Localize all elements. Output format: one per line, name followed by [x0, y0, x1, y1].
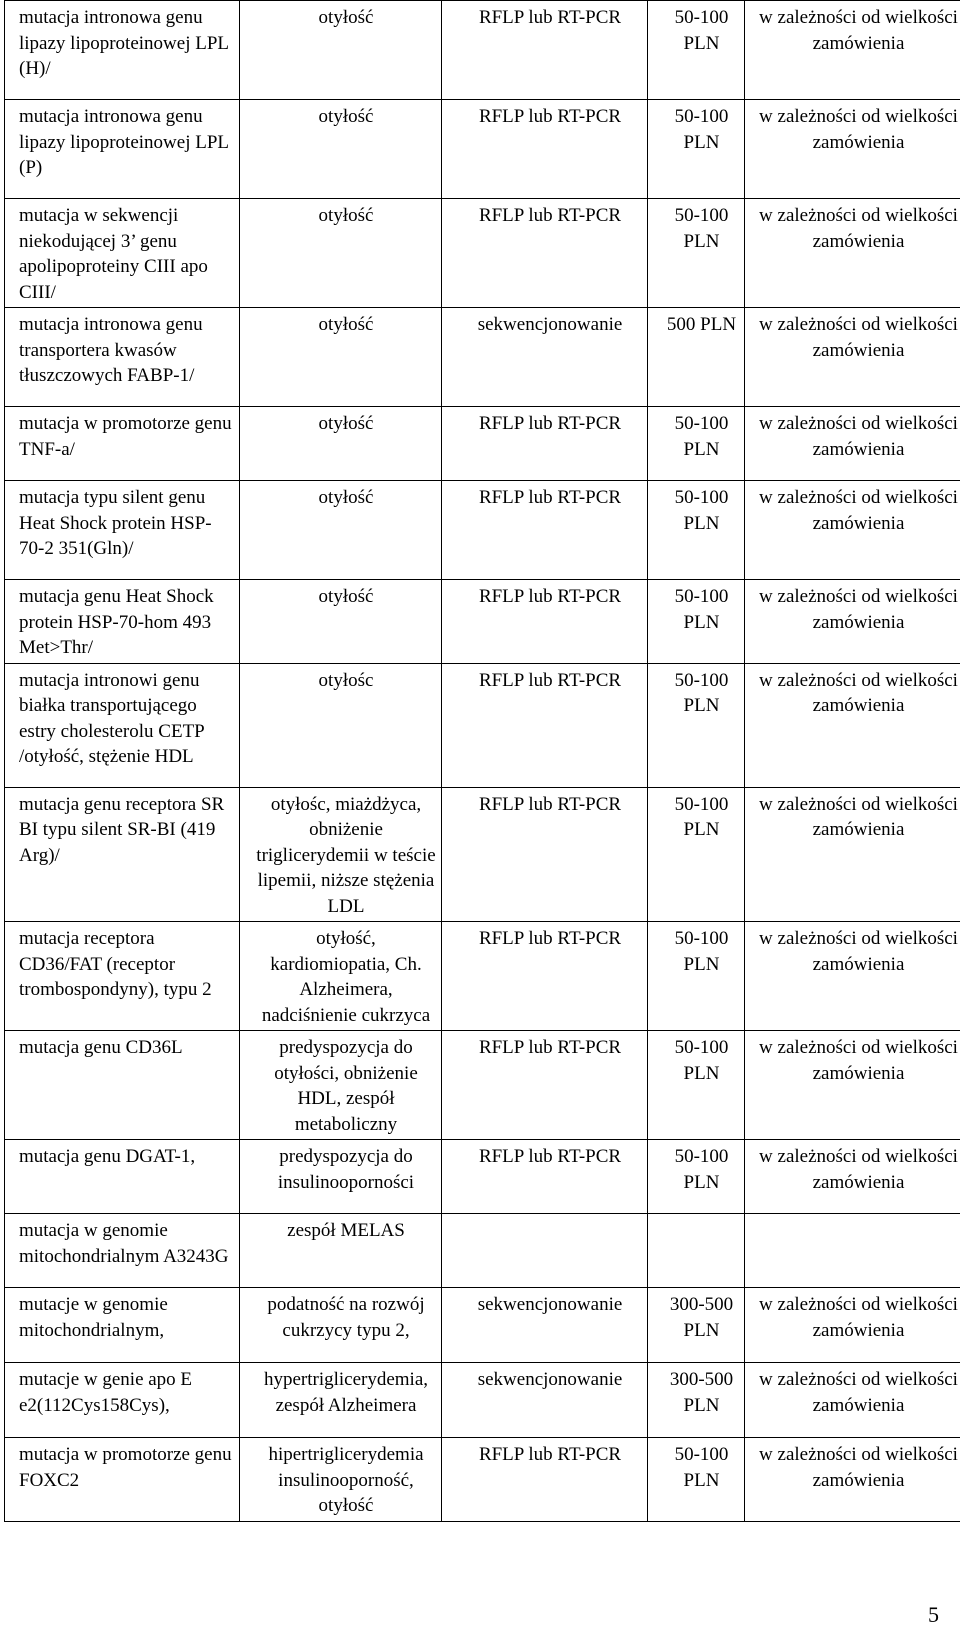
- condition-cell: [240, 407, 442, 481]
- time-text: w zależności od wielkości zamówienia: [759, 586, 958, 633]
- price-cell: [648, 663, 745, 787]
- method-text: RFLP lub RT-PCR: [478, 1037, 622, 1058]
- price-cell: [648, 481, 745, 580]
- time-cell: [745, 1214, 960, 1288]
- mutation-text: mutacja genu receptora SR BI typu silent SR-BI (419 Arg)/: [19, 793, 225, 866]
- time-cell: [745, 407, 960, 481]
- time-text: w zależności od wielkości zamówienia: [759, 1294, 958, 1341]
- price-text: 300-500 PLN: [669, 1294, 734, 1341]
- method-text: RFLP lub RT-PCR: [478, 586, 622, 607]
- table-row: [5, 1288, 960, 1363]
- condition-cell: [240, 922, 442, 1031]
- mutation-cell: [5, 407, 240, 481]
- time-cell: [745, 100, 960, 199]
- condition-cell: [240, 100, 442, 199]
- method-text: RFLP lub RT-PCR: [478, 205, 622, 226]
- price-text: 300-500 PLN: [669, 1369, 734, 1416]
- price-text: 50-100 PLN: [674, 413, 729, 460]
- time-cell: [745, 1288, 960, 1363]
- mutation-cell: [5, 481, 240, 580]
- mutation-text: mutacje w genie apo E e2(112Cys158Cys),: [19, 1369, 193, 1416]
- method-text: RFLP lub RT-PCR: [478, 669, 622, 691]
- method-cell: [442, 308, 648, 407]
- condition-text: zespół MELAS: [287, 1220, 405, 1241]
- method-text: RFLP lub RT-PCR: [478, 413, 622, 434]
- time-cell: [745, 1140, 960, 1214]
- condition-text: predyspozycja do otyłości, obniżenie HDL, zespół metaboliczny: [274, 1037, 418, 1135]
- price-cell: [648, 580, 745, 664]
- method-text: RFLP lub RT-PCR: [478, 1444, 622, 1465]
- price-cell: [648, 1214, 745, 1288]
- mutation-cell: [5, 663, 240, 787]
- mutation-cell: [5, 787, 240, 922]
- price-text: 50-100 PLN: [674, 1146, 729, 1193]
- condition-cell: [240, 308, 442, 407]
- mutation-cell: [5, 580, 240, 664]
- price-text: 50-100 PLN: [674, 106, 729, 153]
- condition-text: podatność na rozwój cukrzycy typu 2,: [267, 1294, 425, 1341]
- time-text: w zależności od wielkości zamówienia: [759, 413, 958, 460]
- price-cell: [648, 407, 745, 481]
- time-text: w zależności od wielkości zamówienia: [759, 793, 958, 840]
- time-cell: [745, 922, 960, 1031]
- method-cell: [442, 1031, 648, 1140]
- price-cell: [648, 308, 745, 407]
- time-cell: [745, 663, 960, 787]
- condition-text: otyłość: [318, 106, 374, 127]
- method-cell: [442, 663, 648, 787]
- table-row: [5, 100, 960, 199]
- table-row: [5, 1, 960, 100]
- mutation-text: mutacja intronowa genu transportera kwasów tłuszczowych FABP-1/: [19, 314, 203, 386]
- condition-text: otyłość: [318, 586, 374, 607]
- time-text: w zależności od wielkości zamówienia: [759, 669, 958, 716]
- mutation-cell: [5, 1363, 240, 1438]
- method-text: sekwencjonowanie: [477, 1294, 623, 1315]
- time-cell: [745, 1438, 960, 1522]
- price-cell: [648, 922, 745, 1031]
- table-body: [5, 1, 960, 1522]
- time-cell: [745, 1, 960, 100]
- price-cell: [648, 1438, 745, 1522]
- table-row: [5, 199, 960, 308]
- condition-cell: [240, 1363, 442, 1438]
- condition-cell: [240, 1140, 442, 1214]
- mutation-text: mutacja intronowa genu lipazy lipoproteinowej LPL (H)/: [19, 7, 229, 79]
- condition-text: otyłość: [318, 7, 374, 28]
- condition-cell: [240, 1031, 442, 1140]
- price-text: 50-100 PLN: [674, 586, 729, 633]
- table-row: [5, 580, 960, 664]
- method-cell: [442, 922, 648, 1031]
- method-cell: [442, 787, 648, 922]
- price-cell: [648, 787, 745, 922]
- price-text: 50-100 PLN: [674, 669, 729, 716]
- price-cell: [648, 1288, 745, 1363]
- price-text: 500 PLN: [666, 314, 737, 335]
- method-text: RFLP lub RT-PCR: [478, 1146, 622, 1167]
- method-cell: [442, 100, 648, 199]
- time-cell: [745, 1031, 960, 1140]
- page-number: 5: [928, 1602, 939, 1627]
- method-cell: [442, 1214, 648, 1288]
- table-row: [5, 787, 960, 922]
- condition-text: hypertriglicerydemia, zespół Alzheimera: [263, 1369, 429, 1416]
- table-row: [5, 1140, 960, 1214]
- price-text: 50-100 PLN: [674, 1037, 729, 1084]
- mutation-cell: [5, 1140, 240, 1214]
- table-row: [5, 407, 960, 481]
- method-cell: [442, 1, 648, 100]
- mutation-text: mutacja genu Heat Shock protein HSP-70-hom 493 Met>Thr/: [19, 586, 214, 658]
- method-text: RFLP lub RT-PCR: [478, 793, 622, 815]
- method-cell: [442, 1363, 648, 1438]
- mutation-cell: [5, 1438, 240, 1522]
- mutation-cell: [5, 199, 240, 308]
- condition-cell: [240, 663, 442, 787]
- time-text: w zależności od wielkości zamówienia: [759, 1037, 958, 1084]
- time-cell: [745, 199, 960, 308]
- table-row: [5, 1214, 960, 1288]
- table-row: [5, 308, 960, 407]
- price-text: 50-100 PLN: [674, 7, 729, 54]
- mutation-text: mutacja intronowi genu białka transportującego estry cholesterolu CETP /otyłość, stężenie HDL: [19, 669, 205, 767]
- table-row: [5, 1031, 960, 1140]
- method-text: sekwencjonowanie: [477, 1369, 623, 1390]
- method-cell: [442, 1140, 648, 1214]
- table-row: [5, 1438, 960, 1522]
- table-row: [5, 922, 960, 1031]
- price-cell: [648, 1031, 745, 1140]
- condition-text: otyłośc: [318, 669, 374, 691]
- mutation-cell: [5, 100, 240, 199]
- condition-text: otyłość, kardiomiopatia, Ch. Alzheimera, nadciśnienie cukrzyca: [261, 928, 431, 1026]
- time-text: w zależności od wielkości zamówienia: [759, 1146, 958, 1193]
- method-cell: [442, 1288, 648, 1363]
- price-cell: [648, 100, 745, 199]
- mutation-cell: [5, 922, 240, 1031]
- table-row: [5, 481, 960, 580]
- price-text: 50-100 PLN: [674, 793, 729, 840]
- condition-text: otyłośc, miażdżyca, obniżenie triglicerydemii w teście lipemii, niższe stężenia LDL: [256, 793, 436, 917]
- condition-text: otyłość: [318, 314, 374, 335]
- mutation-cell: [5, 1, 240, 100]
- method-cell: [442, 580, 648, 664]
- price-text: 50-100 PLN: [674, 1444, 729, 1491]
- method-text: RFLP lub RT-PCR: [478, 7, 622, 28]
- time-text: w zależności od wielkości zamówienia: [759, 1444, 958, 1491]
- mutation-text: mutacja w sekwencji niekodującej 3’ genu apolipoproteiny CIII apo CIII/: [19, 205, 208, 303]
- time-text: w zależności od wielkości zamówienia: [759, 487, 958, 534]
- genetic-tests-table: [4, 0, 960, 1522]
- mutation-text: mutacje w genomie mitochondrialnym,: [19, 1294, 168, 1341]
- mutation-text: mutacja typu silent genu Heat Shock protein HSP-70-2 351(Gln)/: [19, 487, 212, 559]
- method-text: RFLP lub RT-PCR: [478, 487, 622, 508]
- condition-text: otyłość: [318, 205, 374, 226]
- method-cell: [442, 481, 648, 580]
- mutation-cell: [5, 1214, 240, 1288]
- condition-cell: [240, 1288, 442, 1363]
- method-text: RFLP lub RT-PCR: [478, 106, 622, 127]
- price-cell: [648, 199, 745, 308]
- mutation-cell: [5, 1031, 240, 1140]
- table-row: [5, 663, 960, 787]
- method-text: RFLP lub RT-PCR: [478, 928, 622, 949]
- price-text: 50-100 PLN: [674, 205, 729, 252]
- time-text: w zależności od wielkości zamówienia: [759, 928, 958, 975]
- time-cell: [745, 308, 960, 407]
- time-text: w zależności od wielkości zamówienia: [759, 205, 958, 252]
- condition-cell: [240, 1, 442, 100]
- mutation-text: mutacja w promotorze genu TNF-a/: [19, 413, 232, 460]
- condition-text: predyspozycja do insulinooporności: [277, 1146, 415, 1193]
- mutation-text: mutacja intronowa genu lipazy lipoproteinowej LPL (P): [19, 106, 229, 178]
- method-cell: [442, 1438, 648, 1522]
- mutation-text: mutacja w genomie mitochondrialnym A3243G: [19, 1220, 229, 1267]
- mutation-text: mutacja genu DGAT-1,: [19, 1146, 196, 1167]
- condition-text: otyłość: [318, 487, 374, 508]
- method-text: sekwencjonowanie: [477, 314, 623, 335]
- condition-cell: [240, 1438, 442, 1522]
- mutation-text: mutacja genu CD36L: [19, 1037, 183, 1058]
- condition-cell: [240, 481, 442, 580]
- time-cell: [745, 481, 960, 580]
- price-text: 50-100 PLN: [674, 487, 729, 534]
- condition-cell: [240, 1214, 442, 1288]
- price-cell: [648, 1363, 745, 1438]
- time-text: w zależności od wielkości zamówienia: [759, 314, 958, 361]
- time-text: w zależności od wielkości zamówienia: [759, 106, 958, 153]
- price-cell: [648, 1, 745, 100]
- mutation-cell: [5, 308, 240, 407]
- time-text: w zależności od wielkości zamówienia: [759, 1369, 958, 1416]
- time-text: w zależności od wielkości zamówienia: [759, 7, 958, 54]
- mutation-cell: [5, 1288, 240, 1363]
- price-cell: [648, 1140, 745, 1214]
- mutation-text: mutacja receptora CD36/FAT (receptor trombospondyny), typu 2: [19, 928, 212, 1000]
- time-cell: [745, 1363, 960, 1438]
- table-row: [5, 1363, 960, 1438]
- time-cell: [745, 580, 960, 664]
- price-text: 50-100 PLN: [674, 928, 729, 975]
- condition-text: otyłość: [318, 413, 374, 434]
- mutation-text: mutacja w promotorze genu FOXC2: [19, 1444, 232, 1491]
- time-cell: [745, 787, 960, 922]
- condition-cell: [240, 199, 442, 308]
- condition-text: hipertriglicerydemia insulinooporność, otyłość: [268, 1444, 424, 1516]
- condition-cell: [240, 580, 442, 664]
- method-cell: [442, 199, 648, 308]
- condition-cell: [240, 787, 442, 922]
- method-cell: [442, 407, 648, 481]
